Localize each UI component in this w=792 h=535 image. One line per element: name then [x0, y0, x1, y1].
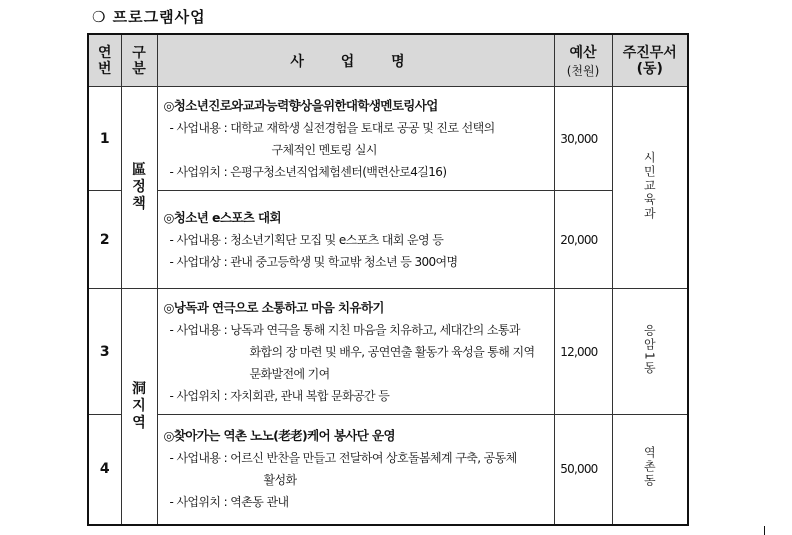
table-row	[88, 87, 688, 191]
budget-cell: 30,000	[554, 87, 612, 191]
table-row	[88, 191, 688, 289]
section-heading: ❍ 프로그램사업	[92, 8, 206, 26]
project-detail: 구체적인 멘토링 실시	[271, 142, 377, 157]
project-title: ◎청소년 e스포츠 대회	[163, 209, 281, 225]
project-detail: - 사업위치 : 역촌동 관내	[169, 495, 289, 510]
project-detail: 문화발전에 기여	[249, 366, 330, 381]
header-no: 연번	[88, 34, 121, 87]
project-detail: - 사업내용 : 대학교 재학생 실전경험을 토대로 공공 및 진로 선택의	[169, 120, 495, 135]
row-number: 2	[88, 191, 121, 289]
project-title: ◎낭독과 연극으로 소통하고 마음 치유하기	[163, 299, 384, 315]
dept-cell: 응암1동	[612, 289, 688, 415]
project-detail: - 사업내용 : 낭독과 연극을 통해 지친 마음을 치유하고, 세대간의 소통과	[169, 322, 520, 337]
table-header-row	[88, 34, 688, 87]
project-detail: - 사업내용 : 어르신 반찬을 만들고 전달하여 상호돌봄체계 구축, 공동체	[169, 451, 517, 466]
project-detail: - 사업위치 : 은평구청소년직업체험센터(백련산로4길16)	[169, 164, 447, 179]
header-project: 사 업 명	[157, 34, 554, 87]
row-number: 1	[88, 87, 121, 191]
category-policy: 區정책	[121, 87, 157, 289]
header-dept: 주진무서(동)	[612, 34, 688, 87]
category-dong: 洞지역	[121, 289, 157, 525]
project-cell	[157, 289, 554, 415]
stray-mark	[764, 526, 765, 535]
project-detail: - 사업내용 : 청소년기획단 모집 및 e스포츠 대회 운영 등	[169, 232, 444, 247]
budget-cell: 12,000	[554, 289, 612, 415]
table-row	[88, 415, 688, 525]
row-number: 4	[88, 415, 121, 525]
table-row	[88, 289, 688, 415]
project-detail: 화합의 장 마련 및 배우, 공연연출 활동가 육성을 통해 지역	[249, 344, 535, 359]
project-cell	[157, 87, 554, 191]
project-cell	[157, 191, 554, 289]
dept-cell: 역촌동	[612, 415, 688, 525]
budget-cell: 50,000	[554, 415, 612, 525]
project-cell	[157, 415, 554, 525]
program-table	[87, 33, 689, 526]
dept-cell: 시민교육과	[612, 87, 688, 289]
project-detail: - 사업위치 : 자치회관, 관내 복합 문화공간 등	[169, 388, 390, 403]
header-budget: 예산 (천원)	[554, 34, 612, 87]
project-detail: - 사업대상 : 관내 중고등학생 및 학교밖 청소년 등 300여명	[169, 254, 458, 269]
budget-cell: 20,000	[554, 191, 612, 289]
header-category: 구분	[121, 34, 157, 87]
project-detail: 활성화	[263, 473, 297, 488]
project-title: ◎청소년진로와교과능력향상을위한대학생멘토링사업	[163, 97, 438, 113]
project-title: ◎찾아가는 역촌 노노(老老)케어 봉사단 운영	[163, 428, 395, 444]
row-number: 3	[88, 289, 121, 415]
